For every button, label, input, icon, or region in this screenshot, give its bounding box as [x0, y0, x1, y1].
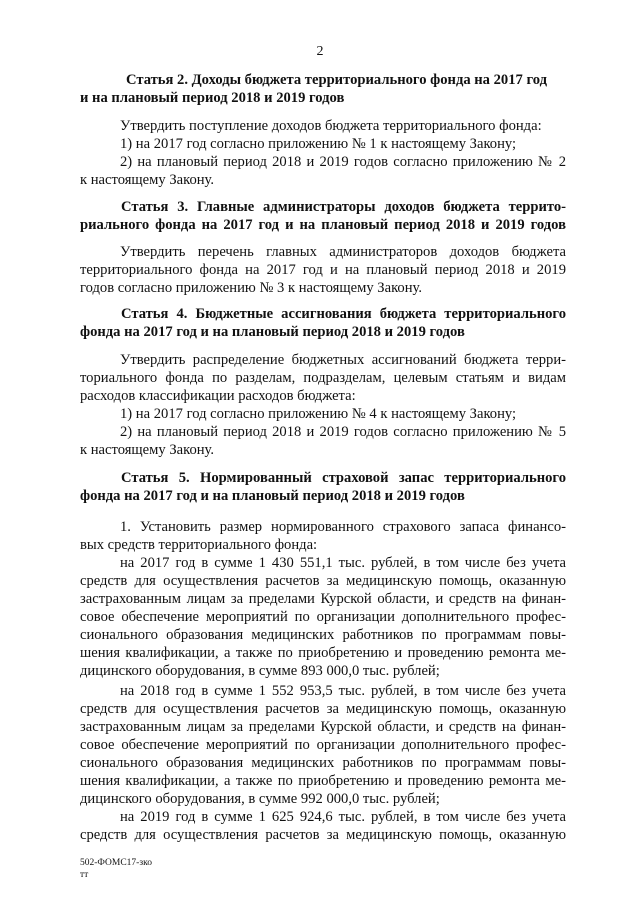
document-code: 502-ФОМС17-зко — [80, 858, 152, 868]
article-2-paragraph-line: Утвердить поступление доходов бюджета территориального фонда: — [120, 118, 542, 134]
article-5-paragraph-line: совое обеспечение мероприятий по организации дополнительного профес- — [80, 609, 566, 625]
article-4-paragraph-line: ториального фонда по разделам, подразделам, целевым статьям и видам — [80, 370, 566, 386]
article-2-heading-line-2: и на плановый период 2018 и 2019 годов — [80, 90, 345, 106]
article-4-paragraph-line: к настоящему Закону. — [80, 442, 215, 458]
article-4-paragraph-line: Утвердить распределение бюджетных ассигнований бюджета терри- — [120, 352, 566, 368]
article-2-heading-line-1: Статья 2. Доходы бюджета территориального фонда на 2017 год — [126, 72, 547, 88]
article-5-paragraph-line: сионального образования медицинских работников по программам повы- — [80, 755, 566, 771]
article-5-paragraph-line: вых средств территориального фонда: — [80, 537, 318, 553]
article-5-paragraph-line: средств для осуществления расчетов за медицинскую помощь, оказанную — [80, 573, 566, 589]
article-3-paragraph-line: Утвердить перечень главных администраторов доходов бюджета — [120, 244, 566, 260]
article-5-paragraph-line: застрахованным лицам за пределами Курской области, и средств на финан- — [80, 591, 566, 607]
article-3-heading-line-2: риального фонда на 2017 год и на плановый период 2018 и 2019 годов — [80, 217, 566, 233]
article-5-paragraph-line: шения квалификации, а также по приобретению и проведению ремонта ме- — [80, 645, 566, 661]
article-3-paragraph-line: годов согласно приложению № 3 к настоящему Закону. — [80, 280, 423, 296]
article-2-paragraph-line: к настоящему Закону. — [80, 172, 215, 188]
article-5-heading-line-2: фонда на 2017 год и на плановый период 2018 и 2019 годов — [80, 488, 465, 504]
article-3-heading-line-1: Статья 3. Главные администраторы доходов бюджета террито- — [121, 199, 566, 215]
article-5-paragraph-line: шения квалификации, а также по приобретению и проведению ремонта ме- — [80, 773, 566, 789]
article-5-paragraph-line: сионального образования медицинских работников по программам повы- — [80, 627, 566, 643]
page-number: 2 — [316, 44, 324, 59]
document-initials: тт — [80, 870, 89, 880]
article-4-heading-line-2: фонда на 2017 год и на плановый период 2018 и 2019 годов — [80, 324, 465, 340]
article-2-paragraph-line: 2) на плановый период 2018 и 2019 годов согласно приложению № 2 — [120, 154, 566, 170]
article-5-heading-line-1: Статья 5. Нормированный страховой запас территориального — [121, 470, 566, 486]
article-5-paragraph-line: на 2018 год в сумме 1 552 953,5 тыс. рублей, в том числе без учета — [120, 683, 566, 699]
article-4-paragraph-line: 1) на 2017 год согласно приложению № 4 к настоящему Закону; — [120, 406, 517, 422]
article-5-paragraph-line: на 2019 год в сумме 1 625 924,6 тыс. рублей, в том числе без учета — [120, 809, 566, 825]
article-5-paragraph-line: застрахованным лицам за пределами Курской области, и средств на финан- — [80, 719, 566, 735]
article-5-paragraph-line: средств для осуществления расчетов за медицинскую помощь, оказанную — [80, 701, 566, 717]
article-2-paragraph-line: 1) на 2017 год согласно приложению № 1 к настоящему Закону; — [120, 136, 517, 152]
article-4-heading-line-1: Статья 4. Бюджетные ассигнования бюджета территориального — [121, 306, 566, 322]
article-4-paragraph-line: расходов классификации расходов бюджета: — [80, 388, 356, 404]
article-5-paragraph-line: средств для осуществления расчетов за медицинскую помощь, оказанную — [80, 827, 566, 843]
article-5-paragraph-line: дицинского оборудования, в сумме 893 000,0 тыс. рублей; — [80, 663, 440, 679]
article-4-paragraph-line: 2) на плановый период 2018 и 2019 годов согласно приложению № 5 — [120, 424, 566, 440]
article-5-paragraph-line: на 2017 год в сумме 1 430 551,1 тыс. рублей, в том числе без учета — [120, 555, 566, 571]
article-5-paragraph-line: дицинского оборудования, в сумме 992 000,0 тыс. рублей; — [80, 791, 440, 807]
article-5-paragraph-line: совое обеспечение мероприятий по организации дополнительного профес- — [80, 737, 566, 753]
article-5-paragraph-line: 1. Установить размер нормированного страхового запаса финансо- — [120, 519, 566, 535]
article-3-paragraph-line: территориального фонда на 2017 год и на плановый период 2018 и 2019 — [80, 262, 566, 278]
